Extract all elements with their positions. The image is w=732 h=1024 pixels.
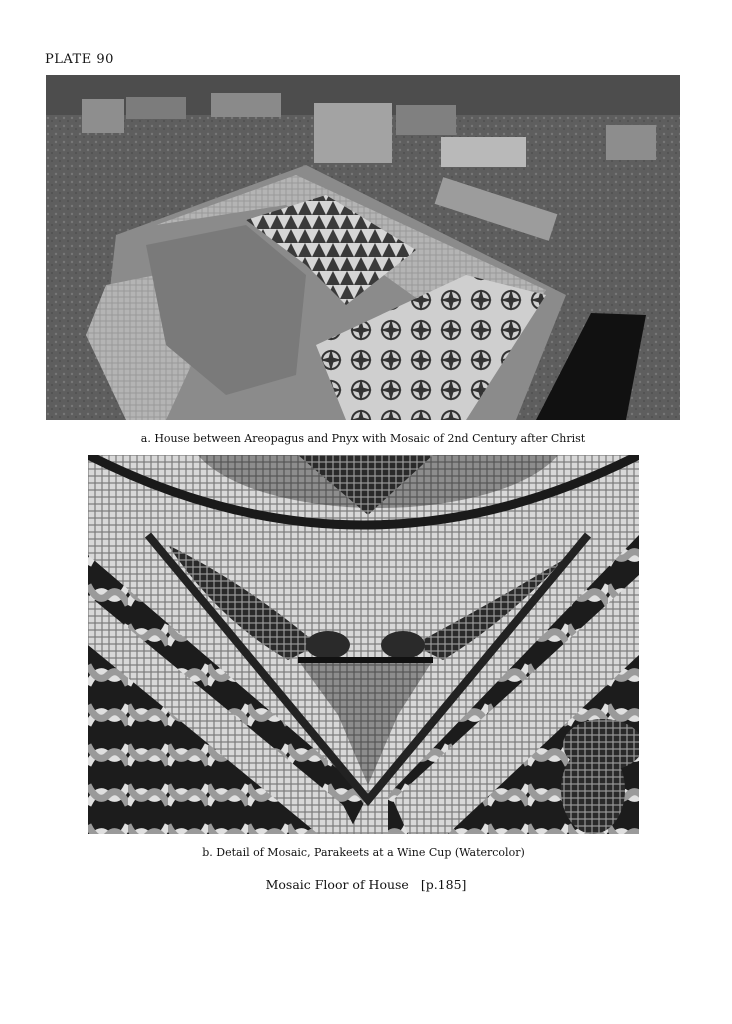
plate-footer bbox=[0, 877, 732, 892]
plate-number: PLATE 90 bbox=[45, 52, 114, 67]
figure-b-caption: b. Detail of Mosaic, Parakeets at a Wine Cup (Watercolor) bbox=[202, 846, 525, 859]
plate-title: Mosaic Floor of House bbox=[265, 877, 409, 892]
page-reference: [p.185] bbox=[420, 877, 467, 892]
mosaic-detail-watercolor bbox=[88, 455, 639, 834]
excavation-photo bbox=[46, 75, 680, 420]
figure-a-caption: a. House between Areopagus and Pnyx with Mosaic of 2nd Century after Christ bbox=[140, 432, 586, 445]
